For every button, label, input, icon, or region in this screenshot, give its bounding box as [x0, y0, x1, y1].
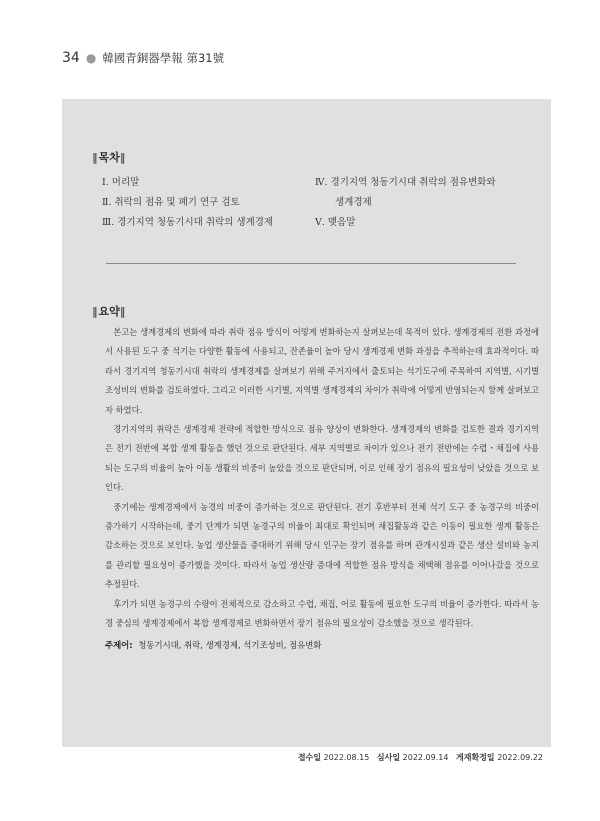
confirmed-label: 게재확정일 [456, 753, 495, 762]
running-header [62, 50, 224, 66]
toc-item: Ⅴ. 맺음말 [315, 217, 356, 228]
keywords-label: 주제어: [105, 640, 133, 650]
abstract-paragraph: 후기가 되면 농경구의 수량이 전체적으로 감소하고 수렵, 채집, 어로 활동에 필요한 도구의 비율이 증가한다. 따라서 농경 중심의 생계경제에서 복합 생계경제로 변화하면서 장기 점유의 필요성이 감소했을 것으로 생각된다. [105, 598, 539, 629]
bullet-icon: ● [85, 51, 97, 65]
toc-item: Ⅰ. 머리말 [102, 177, 140, 188]
abstract-heading [92, 303, 126, 319]
reviewed-date: 2022.09.14 [402, 753, 449, 762]
abstract-paragraph: 경기지역의 취락은 생계경제 전략에 적합한 방식으로 점유 양상이 변화한다. 생계경제의 변화를 검토한 결과 경기지역은 전기 전반에 복합 생계 활동을 했던 것으로 판단된다. 세부 지역별로 차이가 있으나 전기 전반에는 수렵・채집에 사용되는 도구의 비율이 높아 이동 생활의 비중이 높았을 것으로 판단되며, 이로 인해 장기 점유의 필요성이 낮았을 것으로 보인다. [105, 424, 539, 493]
publication-dates [298, 752, 548, 763]
received-label: 접수일 [297, 753, 321, 762]
journal-title: 韓國青銅器學報 第31號 [102, 51, 225, 65]
confirmed-date: 2022.09.22 [497, 753, 543, 762]
keywords-text: 청동기시대, 취락, 생계경제, 석기조성비, 점유변화 [138, 640, 322, 650]
received-date: 2022.08.15 [323, 753, 370, 762]
heading-bar-icon: ‖ [92, 151, 98, 164]
reviewed-label: 심사일 [376, 753, 401, 762]
keywords [105, 639, 321, 651]
heading-bar-end-icon: ‖ [119, 305, 126, 318]
heading-bar-end-icon: ‖ [119, 151, 126, 164]
abstract-box [62, 99, 551, 747]
toc-heading [92, 149, 126, 165]
toc-left-column [102, 173, 273, 233]
abstract-body [105, 323, 539, 634]
toc-item: Ⅳ. 경기지역 청동기시대 취락의 점유변화와 [315, 177, 496, 188]
abstract-paragraph: 본고는 생계경제의 변화에 따라 취락 점유 방식이 어떻게 변화하는지 살펴보는데 목적이 있다. 생계경제의 전환 과정에서 사용된 도구 중 석기는 다양한 활동에 사용되고, 잔존율이 높아 당시 생계경제 변화 과정을 추적하는데 효과적이다. 따라서 경기지역 청동기시대 취락의 생계경제를 살펴보기 위해 주거지에서 출토되는 석기도구에 주목하여 지역별, 시기별 조성비의 변화를 검토하였다. 그리고 이러한 시기별, 지역별 생계경제의 차이가 취락에 어떻게 반영되는지 함께 살펴보고자 하였다. [105, 327, 539, 415]
toc-right-column [315, 173, 496, 233]
section-divider [106, 263, 516, 264]
page-number: 34 [62, 50, 80, 66]
toc-item: Ⅲ. 경기지역 청동기시대 취락의 생계경제 [102, 217, 274, 228]
toc-item-continuation: 생계경제 [335, 197, 372, 208]
abstract-heading-label: 요약 [98, 305, 120, 318]
abstract-paragraph: 중기에는 생계경제에서 농경의 비중이 증가하는 것으로 판단된다. 전기 후반부터 전체 석기 도구 중 농경구의 비중이 증가하기 시작하는데, 중기 단계가 되면 농경구의 비율이 최대로 확인되며 채집활동과 같은 이동이 필요한 생계 활동은 감소하는 것으로 보인다. 농업 생산물을 증대하기 위해 당시 인구는 장기 점유를 하며 관개시설과 같은 생산 설비와 농지를 관리할 필요성이 증가했을 것이다. 따라서 농업 생산량 증대에 적합한 점유 방식을 채택해 점유를 이어나갔을 것으로 추정된다. [105, 501, 539, 590]
heading-bar-icon: ‖ [92, 305, 98, 318]
toc-heading-label: 목차 [98, 151, 120, 164]
toc-item: Ⅱ. 취락의 점유 및 폐기 연구 검토 [102, 197, 240, 208]
